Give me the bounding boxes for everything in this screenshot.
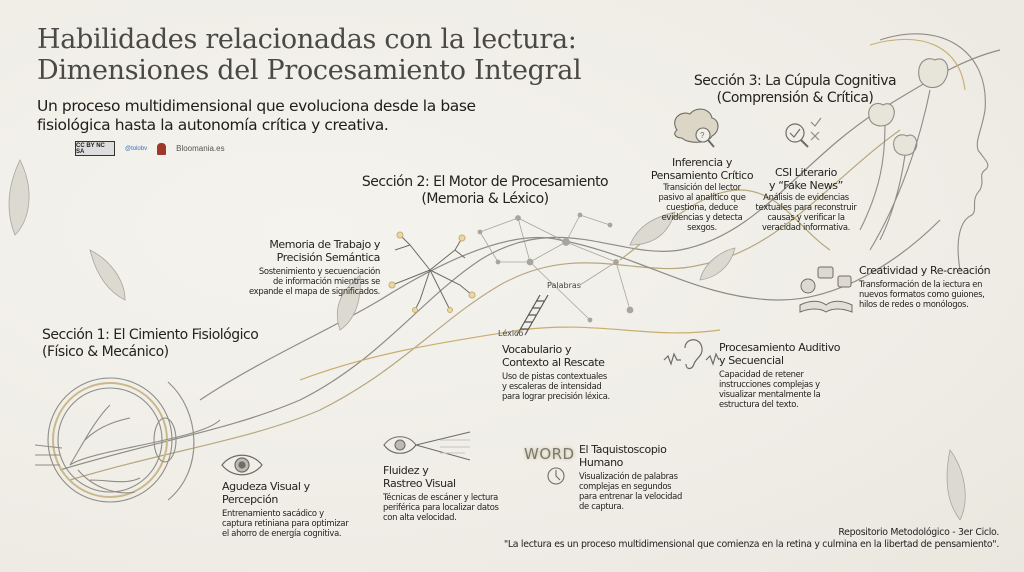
skill-description: instrucciones complejas y — [719, 379, 820, 389]
title-line-2: Dimensiones del Procesamiento Integral — [37, 55, 582, 86]
skill-description: nuevos formatos como guiones, — [859, 289, 985, 299]
skill-title: El Taquistoscopio — [579, 443, 667, 456]
skill-description: visualizar mentalmente la — [719, 389, 821, 399]
skill-title: Creatividad y Re-creación — [859, 264, 991, 277]
section-2-heading — [360, 174, 610, 208]
skill-title: Pensamiento Crítico — [650, 169, 754, 182]
skill-title: Procesamiento Auditivo — [719, 341, 841, 354]
magnifier-check-icon — [786, 118, 821, 147]
constellation-network — [478, 213, 633, 322]
skill-title: Precisión Semántica — [276, 251, 380, 264]
section-3-title: Sección 3: La Cúpula Cognitiva — [693, 73, 897, 89]
title-line-1: Habilidades relacionadas con la lectura: — [37, 24, 577, 55]
eye-icon-agudeza — [222, 455, 262, 475]
skill-title: CSI Literario — [774, 166, 838, 179]
skill-title: Rastreo Visual — [383, 477, 456, 490]
skill-description: veracidad informativa. — [761, 222, 851, 232]
section-1-title: Sección 1: El Cimiento Fisiológico — [42, 327, 259, 343]
page-subtitle — [37, 97, 476, 135]
section-1-heading — [42, 327, 258, 361]
skill-description: cuestiona, deduce — [666, 202, 738, 212]
skill-description: el ahorro de energía cognitiva. — [222, 528, 342, 538]
skill-description: expande el mapa de significados. — [248, 286, 380, 296]
skill-title: Inferencia y — [672, 156, 732, 169]
skill-description: pasivo al analítico que — [658, 192, 746, 202]
skill-description: de información mientras se — [273, 276, 380, 286]
section-2-title: Sección 2: El Motor de Procesamiento — [361, 174, 609, 190]
skill-description: Transformación de la iectura en — [859, 279, 983, 289]
skill-description: y escaleras de intensidad — [502, 381, 602, 391]
skill-description: Técnicas de escáner y lectura — [383, 492, 498, 502]
section-3-heading — [680, 73, 910, 107]
skill-description: sexgos. — [687, 222, 717, 232]
skill-agudeza-visual — [222, 480, 372, 538]
svg-text:?: ? — [700, 131, 705, 140]
skill-description: Sostenimiento y secuenciación — [258, 266, 380, 276]
eye-scanning-icon-fluidez — [384, 432, 470, 460]
skill-inferencia-pensamiento — [643, 156, 761, 232]
skill-description: de captura. — [579, 501, 624, 511]
skill-title: y Secuencial — [719, 354, 784, 367]
skill-description: textuales para reconstruir — [755, 202, 857, 212]
skill-memoria-trabajo — [228, 238, 380, 296]
word-flash-label: WORD — [524, 445, 575, 463]
skill-title: Percepción — [222, 493, 278, 506]
creative-commons-badge[interactable]: CC BY NC SA — [75, 141, 115, 156]
page-title — [37, 24, 581, 86]
skill-title: Agudeza Visual y — [222, 480, 310, 493]
footer — [504, 527, 999, 551]
subtitle-line-2: fisiológica hasta la autonomía crítica y creativa. — [37, 116, 389, 134]
skill-creatividad-recreacion — [859, 264, 1019, 309]
skill-title: Fluidez y — [383, 464, 429, 477]
skill-description: estructura del texto. — [719, 399, 799, 409]
ladder-top-label: Palabras — [547, 281, 581, 290]
skill-vocabulario-contexto — [502, 343, 652, 401]
skill-csi-literario — [750, 166, 862, 232]
eye-anatomy-illustration — [35, 378, 220, 502]
skill-description: periférica para localizar datos — [383, 502, 499, 512]
skill-description: Transición del lector — [663, 182, 741, 192]
skill-description: para entrenar la velocidad — [579, 491, 682, 501]
skill-title: Humano — [579, 456, 624, 469]
skill-description: Entrenamiento sacádico y — [222, 508, 324, 518]
footer-quote: "La lectura es un proceso multidimensional que comienza en la retina y culmina en la libertad de pensamiento". — [503, 539, 999, 550]
skill-description: complejas en segundos — [579, 481, 672, 491]
skill-description: hilos de redes o monólogos. — [859, 299, 969, 309]
section-3-subtitle: (Comprensión & Crítica) — [716, 90, 874, 106]
skill-title: Contexto al Rescate — [502, 356, 605, 369]
twitter-handle[interactable]: @tolobv — [125, 145, 148, 152]
brain-magnifier-icon — [675, 109, 718, 147]
skill-description: Uso de pistas contextuales — [502, 371, 607, 381]
section-2-subtitle: (Memoria & Léxico) — [421, 191, 549, 207]
skill-title: Vocabulario y — [502, 343, 572, 356]
author-avatar — [157, 143, 166, 155]
skill-procesamiento-auditivo — [719, 341, 869, 409]
skill-description: Capacidad de retener — [719, 369, 804, 379]
skill-description: Visualización de palabras — [579, 471, 678, 481]
footer-repository: Repositorio Metodológico - 3er Ciclo. — [838, 527, 999, 538]
section-1-subtitle: (Físico & Mecánico) — [42, 344, 169, 360]
skill-description: con alta velocidad. — [383, 512, 457, 522]
skill-description: para lograr precisión léxica. — [502, 391, 610, 401]
subtitle-line-1: Un proceso multidimensional que evoluciona desde la base — [37, 97, 476, 115]
credits-bar — [75, 141, 225, 156]
skill-title: y “Fake News” — [769, 179, 843, 192]
skill-description: captura retiniana para optimizar — [222, 518, 349, 528]
skill-description: evidencias y detecta — [661, 212, 743, 222]
skill-fluidez-rastreo — [383, 464, 533, 522]
skill-title: Memoria de Trabajo y — [269, 238, 380, 251]
clock-icon-taquistoscopio — [548, 468, 564, 484]
skill-taquistoscopio — [579, 443, 709, 511]
open-book-speech-icon — [800, 267, 852, 312]
skill-description: causas y verificar la — [767, 212, 845, 222]
skill-description: Análisis de evidencias — [763, 192, 849, 202]
ear-icon — [664, 340, 719, 369]
site-link[interactable]: Bloomania.es — [176, 144, 225, 153]
ladder-bottom-label: Léxico — [498, 329, 524, 338]
